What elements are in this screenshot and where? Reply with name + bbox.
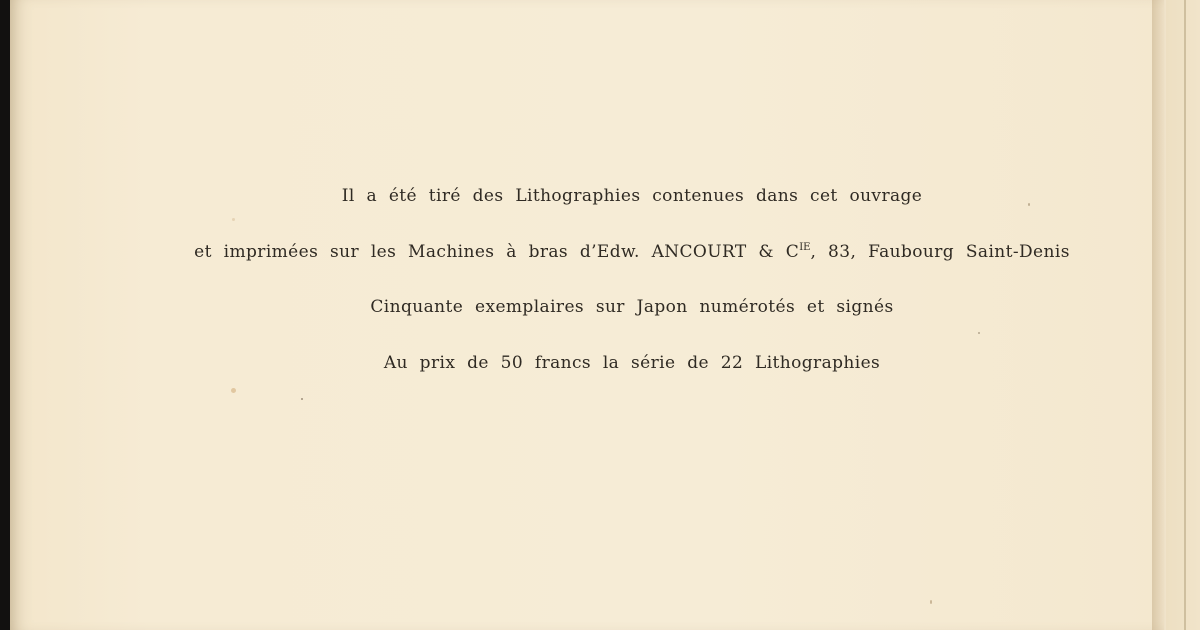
colophon-line: Au prix de 50 francs la série de 22 Lithographies (383, 353, 881, 373)
binding-edge (0, 0, 10, 630)
foxing-spot (930, 600, 932, 604)
colophon-line-part: et imprimées sur les Machines à bras d’Edw. ANCOURT & C (194, 242, 800, 262)
foxing-spot (232, 218, 235, 221)
foxing-spot (978, 332, 980, 334)
colophon-line (10, 242, 1200, 262)
colophon-line: Cinquante exemplaires sur Japon numérotés et signés (370, 297, 894, 317)
colophon-line: Il a été tiré des Lithographies contenues dans cet ouvrage (341, 186, 923, 206)
colophon-line-part: , 83, Faubourg Saint-Denis (810, 242, 1070, 262)
foxing-spot (301, 398, 303, 400)
superscript-abbreviation: IE (799, 242, 811, 253)
foxing-spot (231, 388, 236, 393)
